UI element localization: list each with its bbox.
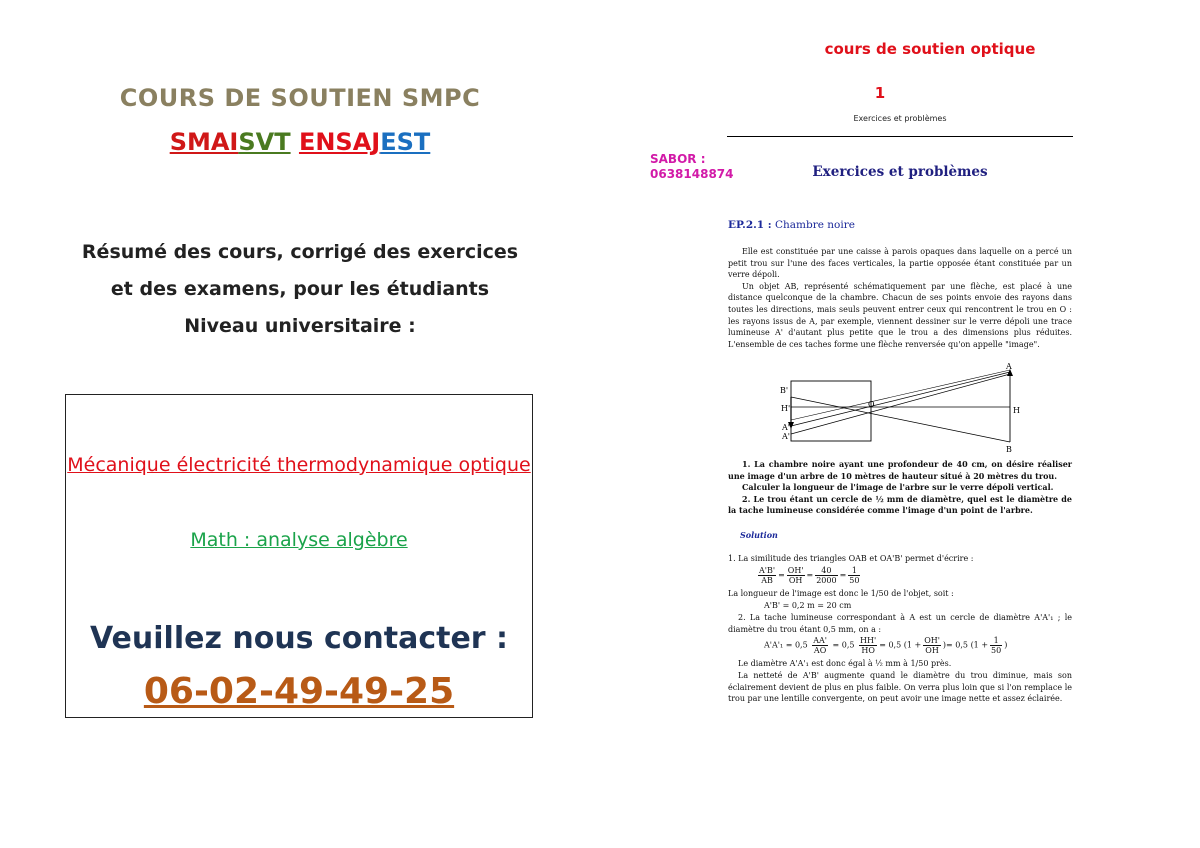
track-list (0, 128, 600, 156)
fraction: $\frac{40}{2000}$ (816, 566, 837, 585)
track-smai: SMAI (169, 128, 239, 156)
math-text: Math : analyse algèbre (190, 529, 408, 551)
question: 2. Le trou étant un cercle de ½ mm de diamètre, quel est le diamètre de la tache lumineuse considérée comme l'image d'un point de l'arbre. (728, 493, 1072, 516)
label-a-prime-1: A' (782, 432, 790, 441)
track-svt: SVT (238, 128, 291, 156)
page-number: 1 (874, 84, 886, 102)
page-header-subtitle: Exercices et problèmes (853, 114, 947, 123)
intro-paragraph: Elle est constituée par une caisse à parois opaques dans laquelle on a percé un petit trou sur l'une des faces verticales, la partie opposée étant constituée par un verre dépoli. (728, 247, 1072, 280)
ray-a-line (791, 370, 1010, 420)
track-est: EST (380, 128, 431, 156)
fraction: $\frac{A'B'}{AB}$ (759, 566, 776, 585)
camera-obscura-diagram (770, 362, 1050, 452)
phone-number: 06-02-49-49-25 (143, 671, 455, 712)
subjects-box (65, 394, 533, 718)
solution-label: Solution (740, 530, 778, 540)
label-a: A (1006, 362, 1012, 371)
course-title: COURS DE SOUTIEN SMPC (119, 84, 481, 112)
fraction: $\frac{1}{50}$ (991, 636, 1002, 655)
label-b: B (1006, 445, 1012, 452)
intro-paragraph: Un objet AB, représenté schématiquement par une flèche, est placé à une distance quelconque de la chambre. Chacun de ses points envoie des rayons dans toutes les directions, mais seuls peuvent entrer ceux qui rencontrent le trou en O : les rayons issus de A, par exemple, viennent dessiner sur le verre dépoli une trace lumineuse A' d'autant plus petite que le trou a des dimensions plus réduites. L'ensemble de ces taches forme une flèche renversée qu'on appelle "image". (728, 281, 1072, 349)
solution-line: Le diamètre A'A'₁ est donc égal à ½ mm à 1/50 près. (738, 659, 952, 668)
page-header-title: cours de soutien optique (824, 40, 1036, 58)
exercise-intro (728, 246, 1072, 350)
author-name: SABOR : (650, 152, 706, 166)
fraction: $\frac{OH'}{OH}$ (924, 636, 940, 655)
solution-line: La longueur de l'image est donc le 1/50 de l'objet, soit : (728, 589, 954, 598)
subjects-text: Mécanique électricité thermodynamique optique (67, 454, 531, 476)
equation-similarity: $\frac{A'B'}{AB}$ = $\frac{OH'}{OH}$ = $\frac{40}{2000}$ = $\frac{1}{50}$ (759, 566, 860, 585)
fraction: $\frac{AA'}{AO}$ (813, 636, 827, 655)
solution-result: A'B' = 0,2 m = 20 cm (764, 601, 852, 610)
summary-line: Niveau universitaire : (184, 315, 416, 337)
label-o: O (868, 400, 875, 409)
author-block (650, 152, 734, 182)
author-phone: 0638148874 (650, 167, 734, 181)
fraction: $\frac{1}{50}$ (849, 566, 860, 585)
equation-diameter: A'A'₁ = 0,5 $\frac{AA'}{AO}$ = 0,5 $\frac{HH'}{HO}$ = 0,5 (1 + $\frac{OH'}{OH}$ )= 0,5 (1 + $\frac{1}{50}$ ) (764, 636, 1008, 655)
contact-text: Veuillez nous contacter : (89, 621, 509, 656)
solution-line: La netteté de A'B' augmente quand le diamètre du trou diminue, mais son éclairement devient de plus en plus faible. On verra plus loin que si l'on remplace le trou par une lentille convergente, on peut avoir une image nette et assez éclairée. (728, 671, 1072, 703)
label-h: H (1013, 406, 1020, 415)
fraction: $\frac{HH'}{HO}$ (860, 636, 877, 655)
exercise-questions (728, 459, 1072, 517)
summary-text (60, 234, 540, 345)
summary-line: et des examens, pour les étudiants (110, 278, 490, 300)
exercise-heading (728, 219, 855, 231)
exercise-code: EP.2.1 : (728, 219, 772, 231)
question: Calculer la longueur de l'image de l'arbre sur le verre dépoli vertical. (742, 482, 1054, 493)
summary-line: Résumé des cours, corrigé des exercices (81, 241, 519, 263)
solution-line: 1. La similitude des triangles OAB et OA'B' permet d'écrire : (728, 554, 974, 563)
ray-a-line (791, 372, 1010, 426)
solution-line: 2. La tache lumineuse correspondant à A est un cercle de diamètre A'A'₁ ; le diamètre du trou étant 0,5 mm, on a : (728, 613, 1072, 634)
track-ensaj: ENSAJ (298, 128, 381, 156)
label-a-prime: A' (782, 423, 790, 432)
fraction: $\frac{OH'}{OH}$ (787, 566, 804, 585)
label-b-prime: B' (780, 386, 789, 395)
exercise-title: Chambre noire (774, 219, 855, 231)
question: 1. La chambre noire ayant une profondeur de 40 cm, on désire réaliser une image d'un arbre de 10 mètres de hauteur situé à 20 mètres du trou. (728, 459, 1072, 481)
label-h-prime: H' (781, 404, 791, 413)
header-divider (727, 136, 1073, 137)
section-title: Exercices et problèmes (812, 164, 988, 180)
